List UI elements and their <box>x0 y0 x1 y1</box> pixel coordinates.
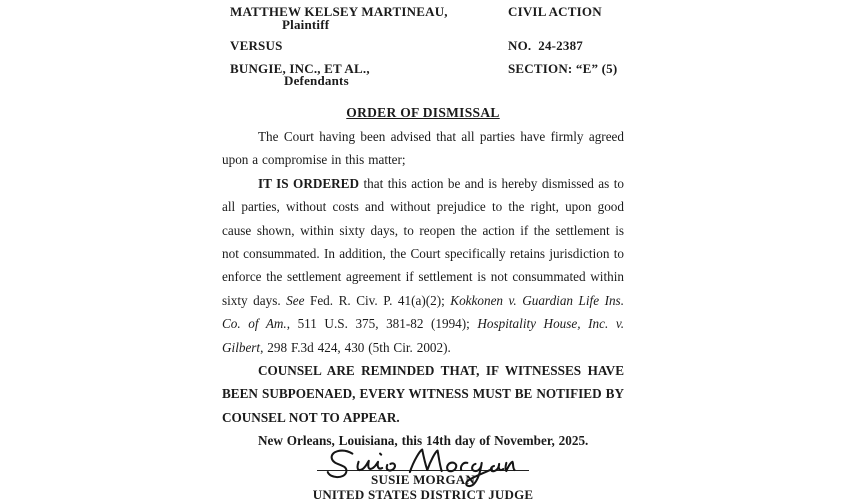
court-section: SECTION: “E” (5) <box>508 61 618 76</box>
case-citation-kokkonen: Kokkonen v. Guardian Life Ins. Co. of Am. <box>222 292 624 332</box>
defendant-role-label: Defendants <box>284 73 349 88</box>
paragraph-ordered <box>222 172 624 359</box>
defendant-name: BUNGIE, INC., ET AL., <box>230 61 370 76</box>
kokkonen-reporter: , 511 U.S. 375, 381-82 (1994); <box>286 316 478 332</box>
ordered-run-bold: IT IS ORDERED <box>258 175 360 191</box>
civil-action-label: CIVIL ACTION <box>508 4 602 19</box>
rule-citation: Fed. R. Civ. P. 41(a)(2); <box>304 292 451 308</box>
case-caption <box>222 3 624 89</box>
judge-signature-script <box>322 445 517 491</box>
case-citation-hospitality: Hospitality House, Inc. v. Gilbert <box>222 316 624 355</box>
order-title: ORDER OF DISMISSAL <box>346 105 500 120</box>
plaintiff-name: MATTHEW KELSEY MARTINEAU, <box>230 4 448 19</box>
ordered-run-body: that this action be and is hereby dismissed as to all parties, without costs and without prejudice to the right, upon good cause shown, within sixty days, to reopen the action if the settlement is not consummated. In addition, the Court specifically retains jurisdiction to enforce the settlement agreement if settlement is not consummated within sixty days. <box>222 175 624 308</box>
paragraph-counsel-reminder: COUNSEL ARE REMINDED THAT, IF WITNESSES HAVE BEEN SUBPOENAED, EVERY WITNESS MUST BE NOTIFIED BY COUNSEL NOT TO APPEAR. <box>222 363 624 425</box>
paragraph-advised: The Court having been advised that all parties have firmly agreed upon a compromise in this matter; <box>222 129 624 168</box>
hospitality-reporter: , 298 F.3d 424, 430 (5th Cir. 2002). <box>260 339 451 355</box>
signature-block <box>222 470 624 501</box>
case-number: NO. 24-2387 <box>508 38 583 53</box>
dateline: New Orleans, Louisiana, this 14th day of November, 2025. <box>258 433 589 449</box>
judge-title: UNITED STATES DISTRICT JUDGE <box>312 486 534 502</box>
see-signal: See <box>286 292 305 308</box>
judge-printed-name: SUSIE MORGAN <box>371 471 475 487</box>
versus-label: VERSUS <box>230 38 283 53</box>
order-of-dismissal-document <box>222 3 624 501</box>
plaintiff-role-label: Plaintiff <box>282 17 330 32</box>
